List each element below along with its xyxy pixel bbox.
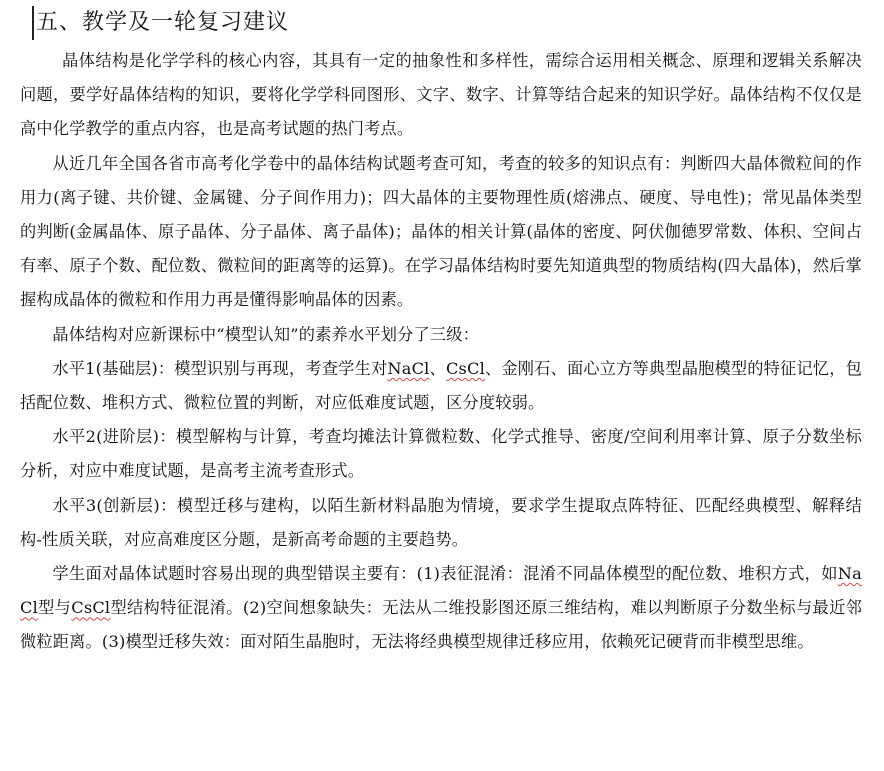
errors-text-b: 型结构特征混淆。(2)空间想象缺失：无法从二维投影图还原三维结构，难以判断原子分数坐标与最近邻微粒距离。(3)模型迁移失效：面对陌生晶胞时，无法将经典模型规律迁移应用，依赖死记硬背而非模型思维。 <box>20 598 863 652</box>
paragraph-level-1 <box>20 352 862 420</box>
paragraph-intro: 晶体结构是化学学科的核心内容，其具有一定的抽象性和多样性，需综合运用相关概念、原理和逻辑关系解决问题，要学好晶体结构的知识，要将化学学科同图形、文字、数字、计算等结合起来的知识学好。晶体结构不仅仅是高中化学教学的重点内容，也是高考试题的热门考点。 <box>20 51 862 139</box>
errors-text-mid: 型与 <box>37 598 72 618</box>
cscl-term-2: CsCl <box>71 598 111 618</box>
level-1-text-a: 水平1(基础层)：模型识别与再现，考查学生对 <box>52 358 388 378</box>
cscl-term: CsCl <box>445 358 486 378</box>
level-1-separator: 、 <box>429 358 446 378</box>
nacl-term-2: NaCl <box>20 564 862 618</box>
section-heading: 五、教学及一轮复习建议 <box>36 10 290 35</box>
paragraph-typical-errors <box>20 557 862 660</box>
paragraph-knowledge-points: 从近几年全国各省市高考化学卷中的晶体结构试题考查可知，考查的较多的知识点有：判断四大晶体微粒间的作用力(离子键、共价键、金属键、分子间作用力)；四大晶体的主要物理性质(熔沸点、硬度、导电性)；常见晶体类型的判断(金属晶体、原子晶体、分子晶体、离子晶体)；晶体的相关计算(晶体的密度、阿伏伽德罗常数、体积、空间占有率、原子个数、配位数、微粒间的距离等的运算)。在学习晶体结构时要先知道典型的物质结构(四大晶体)，然后掌握构成晶体的微粒和作用力再是懂得影响晶体的因素。 <box>20 153 862 310</box>
errors-text-a: 学生面对晶体试题时容易出现的典型错误主要有：(1)表征混淆：混淆不同晶体模型的配位数、堆积方式，如 <box>52 564 838 584</box>
text-cursor <box>32 6 34 40</box>
nacl-term: NaCl <box>387 358 430 378</box>
paragraph-levels-intro: 晶体结构对应新课标中“模型认知”的素养水平划分了三级： <box>52 324 480 344</box>
paragraph-level-2: 水平2(进阶层)：模型解构与计算，考查均摊法计算微粒数、化学式推导、密度/空间利用率计算、原子分数坐标分析，对应中难度试题，是高考主流考查形式。 <box>20 427 862 481</box>
level-1-text-b: 、金刚石、面心立方等典型晶胞模型的特征记忆，包括配位数、堆积方式、微粒位置的判断，对应低难度试题，区分度较弱。 <box>20 358 863 413</box>
paragraph-level-3: 水平3(创新层)：模型迁移与建构，以陌生新材料晶胞为情境，要求学生提取点阵特征、匹配经典模型、解释结构-性质关联，对应高难度区分题，是新高考命题的主要趋势。 <box>20 495 862 549</box>
